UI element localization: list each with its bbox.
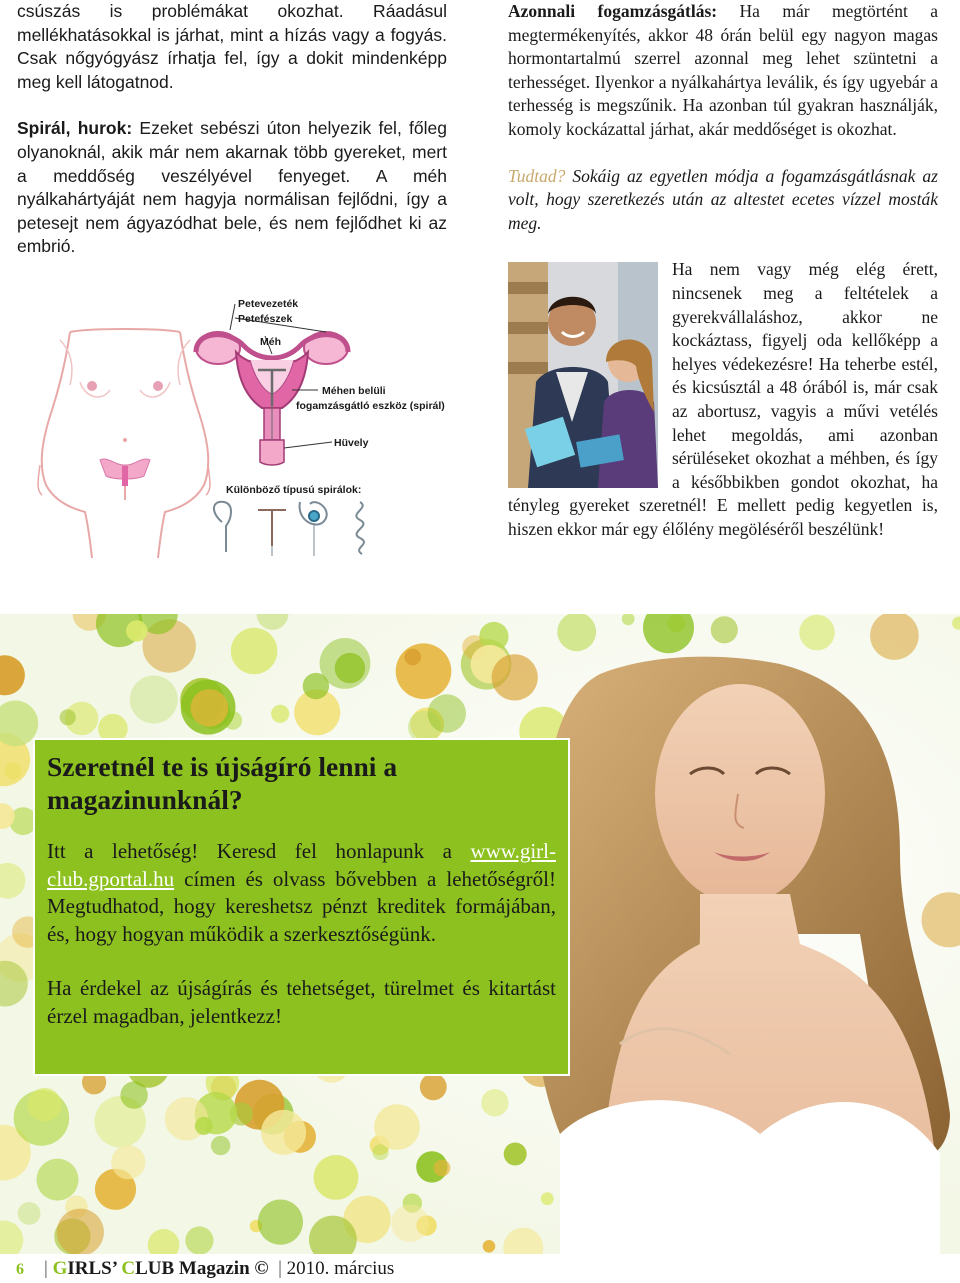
bokeh-dot: [428, 694, 466, 732]
website-link[interactable]: www.girl-club.gportal.hu: [47, 839, 556, 891]
bokeh-dot: [374, 1104, 420, 1150]
mag-letter-c: C: [121, 1258, 135, 1279]
paragraph-advice-block: [508, 258, 938, 541]
paragraph-emergency: [508, 0, 938, 142]
female-body-illustration: [38, 329, 210, 558]
did-you-know-box: [508, 165, 938, 236]
bokeh-dot: [434, 1160, 451, 1177]
bokeh-dot: [231, 628, 278, 675]
emergency-text: Ha már megtörtént a megtermékenyítés, akkor 48 órán belül egy nagyon magas hormontartalmú szerrel azonnal meg lehet szüntetni a terhességet. Ilyenkor a nyálkahártya leválik, és így ugyebár a terhesség is megszűnik. Ha azonban túl gyakran használják, komoly kockázattal járhat, akár meddőséget is okozhat.: [508, 1, 938, 139]
bokeh-dot: [211, 1136, 230, 1155]
bokeh-dot: [191, 689, 229, 727]
bokeh-dot: [303, 673, 329, 699]
label-iud-line1: Méhen belüli: [322, 385, 386, 397]
bokeh-dot: [120, 1081, 147, 1108]
label-iud-line2: fogamzásgátló eszköz (spirál): [296, 400, 445, 412]
bokeh-dot: [557, 614, 596, 651]
label-uterus: Méh: [260, 336, 281, 348]
left-column: [17, 0, 447, 259]
label-vagina: Hüvely: [334, 437, 369, 449]
bokeh-dot: [111, 1145, 145, 1179]
bokeh-dot: [404, 649, 421, 666]
callout-heading: Szeretnél te is újságíró lenni a magazinunknál?: [47, 750, 556, 816]
callout-paragraph-2: Ha érdekel az újságírás és tehetséget, türelmet és kitartást érzel magadban, jelentkezz!: [47, 975, 556, 1030]
did-you-know-text: Sokáig az egyetlen módja a fogamzásgátlásnak az volt, hogy szeretkezés után az altestet ecetes vízzel mosták meg.: [508, 166, 938, 233]
bokeh-dot: [799, 615, 835, 651]
page-footer: [16, 1256, 616, 1282]
term-spiral: Spirál, hurok:: [17, 118, 132, 138]
bokeh-dot: [711, 616, 738, 643]
bokeh-dot: [541, 1192, 554, 1205]
bokeh-dot: [130, 676, 178, 724]
paragraph-side-effects: csúszás is problémákat okozhat. Ráadásul mellékhatásokkal is járhat, mint a hízás vagy a fogyás. Csak nőgyógyász írhatja fel, így a dokit mindenképp meg kell látogatnod.: [17, 0, 447, 94]
mag-letter-g: G: [53, 1258, 68, 1279]
callout-text-pre: Itt a lehetőség! Keresd fel honlapunk a: [47, 839, 470, 863]
bokeh-dot: [335, 653, 365, 683]
bokeh-dot: [261, 1110, 306, 1155]
iud-types-illustration: [214, 502, 364, 556]
mag-part-1: IRLS’: [67, 1258, 121, 1279]
footer-separator-1: |: [44, 1258, 53, 1279]
couple-photo: [508, 262, 658, 488]
callout-text-post: címen és olvass bővebben a lehetőségről! Megtudhatod, hogy kereshetsz pénzt kreditek formájában, és, hogy hogyan működik a szerkesztőségünk.: [47, 867, 556, 946]
bokeh-dot: [314, 1155, 359, 1200]
bokeh-dot: [420, 1074, 447, 1101]
bokeh-dot: [271, 705, 289, 723]
bokeh-dot: [483, 1240, 496, 1253]
magazine-name: [53, 1258, 269, 1279]
bokeh-dot: [126, 620, 147, 641]
bokeh-dot: [481, 1089, 508, 1116]
couple-photo-image: [508, 262, 658, 488]
mag-part-2: LUB Magazin ©: [135, 1258, 268, 1279]
term-emergency: Azonnali fogamzásgátlás:: [508, 1, 717, 21]
bokeh-dot: [391, 1205, 429, 1243]
right-column: [508, 0, 938, 541]
anatomy-iud-diagram: [30, 290, 460, 560]
paragraph-spiral: [17, 117, 447, 259]
bokeh-dot: [28, 1088, 62, 1122]
bokeh-dot: [492, 654, 538, 700]
bokeh-dot: [195, 1117, 213, 1135]
label-ovary: Petefészek: [238, 313, 292, 325]
page-number: 6: [16, 1257, 44, 1283]
spiral-text: Ezeket sebészi úton helyezik fel, főleg olyanoknál, akik már nem akarnak több gyereket, mert a meddőség veszélyével fenyeget. A méh nyálkahártyáját nem hagyja normálisan fejlődni, így a petesejt nem ágyazódhat bele, és nem fejlődhet ki az embrió.: [17, 118, 447, 256]
footer-separator-2: |: [278, 1258, 287, 1279]
bokeh-dot: [258, 1200, 303, 1245]
bokeh-dot: [504, 1143, 527, 1166]
bokeh-dot: [60, 709, 76, 725]
uterus-illustration: [196, 332, 348, 465]
callout-paragraph-1: [47, 838, 556, 948]
label-fallopian-tube: Petevezeték: [238, 298, 298, 310]
bokeh-dot: [396, 643, 452, 699]
bokeh-dot: [185, 1226, 213, 1254]
bokeh-dot: [57, 1209, 104, 1254]
paragraph-advice: Ha nem vagy még elég érett, nincsenek meg a feltételek a gyerekvállaláshoz, akkor ne kockáztass, figyelj oda kellőképp a helyes védekezésre! Ha teherbe estél, és kicsúsztál a 48 órából is, már csak az abortusz, vagyis a művi vetélés lehet megoldás, ami azonban sérüléseket okozhat a méhben, és így a későbbikben gondot okozhat, ha tényleg gyereket szeretnél! E mellett pedig kegyetlen is, hiszen ekkor már egy élőlény megöléséről beszélünk!: [508, 258, 938, 541]
did-you-know-label: Tudtad?: [508, 166, 565, 186]
bokeh-dot: [37, 1159, 79, 1201]
issue-date: 2010. március: [287, 1258, 395, 1279]
bokeh-dot: [18, 1202, 41, 1225]
label-iud-types: Különböző típusú spirálok:: [226, 484, 361, 496]
journalist-callout: [33, 738, 570, 1076]
